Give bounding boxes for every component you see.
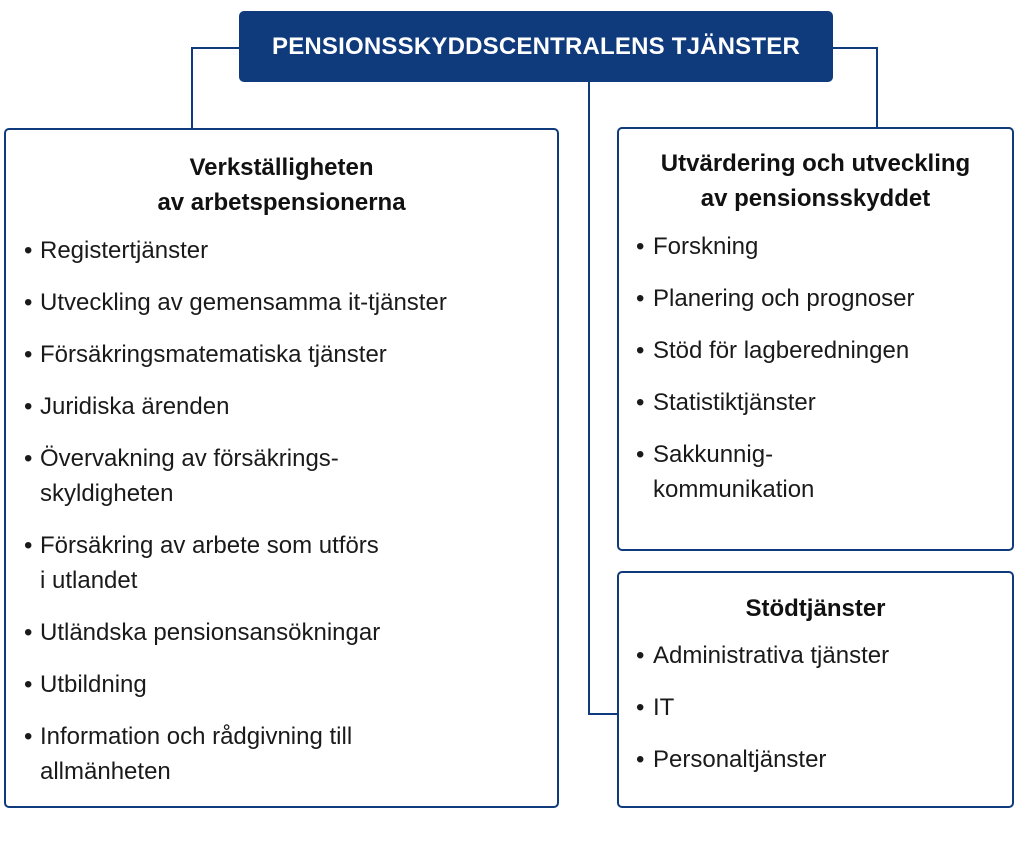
evaluation-list [619, 229, 1012, 507]
list-item: • Försäkring av arbete som utförs i utlandet [6, 528, 557, 598]
list-item: • Försäkringsmatematiska tjänster [6, 337, 557, 372]
evaluation-box [617, 127, 1014, 551]
connector-middle [589, 82, 617, 714]
list-item: • Utveckling av gemensamma it-tjänster [6, 285, 557, 320]
list-item: • Planering och prognoser [619, 281, 1012, 316]
list-item: • Stöd för lagberedningen [619, 333, 1012, 368]
list-item: • Personaltjänster [619, 742, 1012, 777]
main-title: PENSIONSSKYDDSCENTRALENS TJÄNSTER [271, 32, 800, 60]
list-item: • Sakkunnig- kommunikation [619, 437, 1012, 507]
list-item: • Information och rådgivning till allmänheten [6, 719, 557, 789]
main-title-box [239, 11, 833, 82]
support-box [617, 571, 1014, 808]
implementation-box [4, 128, 559, 808]
implementation-list [6, 233, 557, 789]
list-item: • IT [619, 690, 1012, 725]
list-item: • Utländska pensionsansökningar [6, 615, 557, 650]
list-item: • Statistiktjänster [619, 385, 1012, 420]
support-list [619, 638, 1012, 777]
connector-right [833, 48, 877, 127]
support-box-title: Stödtjänster [745, 595, 886, 622]
list-item: • Forskning [619, 229, 1012, 264]
list-item: • Utbildning [6, 667, 557, 702]
list-item: • Administrativa tjänster [619, 638, 1012, 673]
implementation-box-title: Verkställigheten av arbetspensionerna [157, 154, 406, 216]
evaluation-box-title: Utvärdering och utveckling av pensionsskyddet [660, 150, 971, 212]
list-item: • Juridiska ärenden [6, 389, 557, 424]
connector-left [192, 48, 239, 128]
list-item: • Övervakning av försäkrings- skyldigheten [6, 441, 557, 511]
list-item: • Registertjänster [6, 233, 557, 268]
